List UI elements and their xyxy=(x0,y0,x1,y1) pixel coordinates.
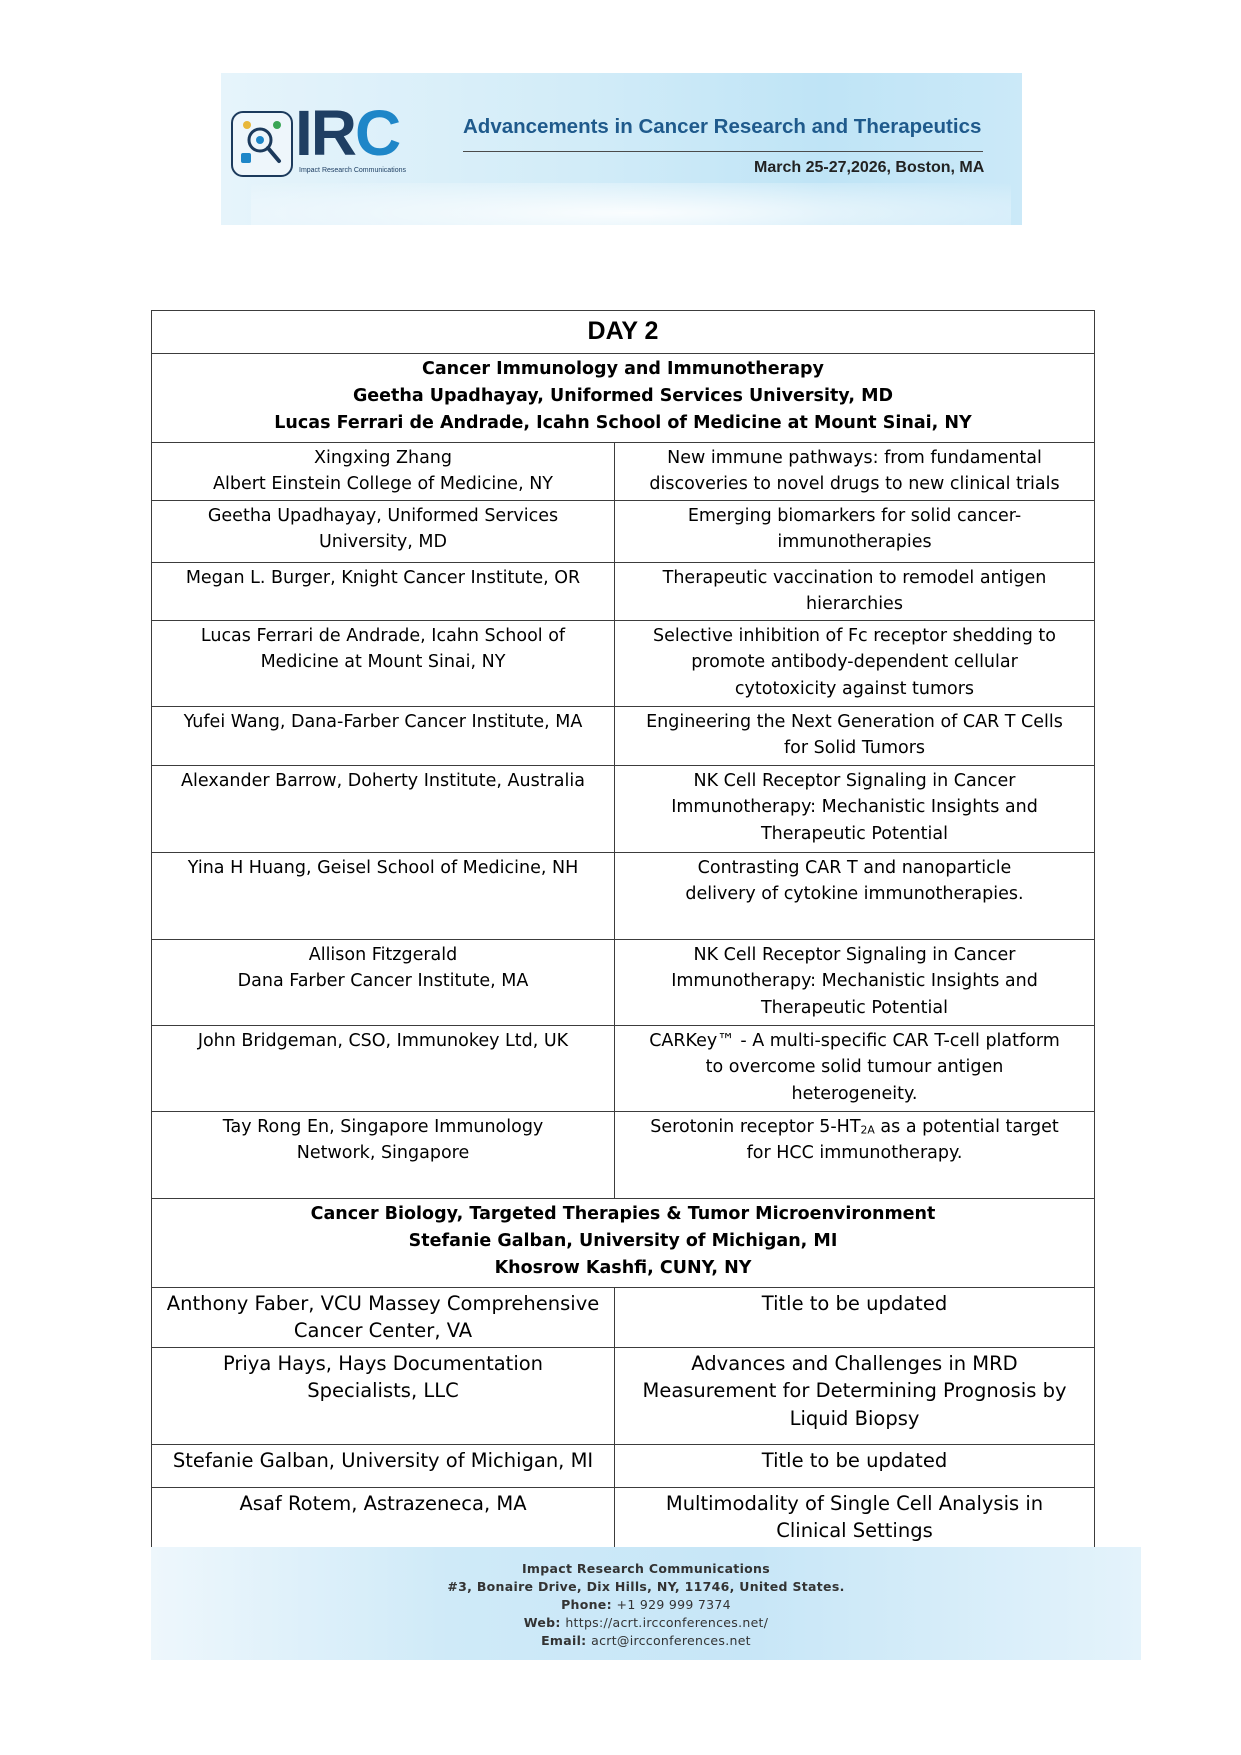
text-line: for HCC immunotherapy. xyxy=(746,1143,963,1164)
conference-date: March 25-27,2026, Boston, MA xyxy=(754,159,985,176)
text-line: Geetha Upadhayay, Uniformed Services xyxy=(207,506,559,526)
text-line: Xingxing Zhang xyxy=(313,448,453,468)
text-line: Contrasting CAR T and nanoparticle xyxy=(697,858,1012,878)
logo-wordmark: IRC xyxy=(295,97,400,169)
text-line: Cancer Biology, Targeted Therapies & Tumor Microenvironment xyxy=(310,1204,936,1224)
text-line: heterogeneity. xyxy=(791,1083,918,1104)
speaker-cell xyxy=(152,621,615,707)
logo-icon xyxy=(231,111,293,177)
header-banner xyxy=(221,73,1022,225)
table-row xyxy=(152,621,1095,707)
text-line: Selective inhibition of Fc receptor shedding to xyxy=(653,626,1056,646)
table-row xyxy=(152,853,1095,940)
text-line: Immunotherapy: Mechanistic Insights and xyxy=(671,797,1038,818)
footer-email: Email: acrt@ircconferences.net xyxy=(541,1633,751,1648)
text-line: hierarchies xyxy=(806,594,903,615)
talk-title-cell xyxy=(615,1445,1095,1488)
speaker-cell xyxy=(152,1488,615,1548)
text-line: Megan L. Burger, Knight Cancer Institute, OR xyxy=(185,568,581,588)
text-line: Stefanie Galban, University of Michigan, MI xyxy=(172,1449,594,1472)
text-line: Lucas Ferrari de Andrade, Icahn School of xyxy=(200,626,566,646)
talk-title-cell xyxy=(615,1488,1095,1548)
talk-title-cell xyxy=(615,707,1095,766)
speaker-cell xyxy=(152,1445,615,1488)
text-line: Emerging biomarkers for solid cancer- xyxy=(687,506,1022,526)
text-line: Liquid Biopsy xyxy=(789,1406,920,1430)
text-line: Advances and Challenges in MRD xyxy=(691,1352,1018,1375)
text-line: Anthony Faber, VCU Massey Comprehensive xyxy=(166,1292,600,1315)
text-line: cytotoxicity against tumors xyxy=(734,678,975,699)
footer-phone: Phone: +1 929 999 7374 xyxy=(561,1597,731,1612)
footer-company: Impact Research Communications xyxy=(521,1561,770,1576)
text-line: Khosrow Kashfi, CUNY, NY xyxy=(494,1258,752,1279)
text-line: Asaf Rotem, Astrazeneca, MA xyxy=(239,1492,527,1515)
footer-email-link[interactable]: acrt@ircconferences.net xyxy=(591,1633,751,1648)
footer-web-link[interactable]: https://acrt.ircconferences.net/ xyxy=(565,1615,769,1630)
text-line: immunotherapies xyxy=(777,532,932,553)
speaker-cell xyxy=(152,443,615,501)
talk-title-cell xyxy=(615,1112,1095,1199)
program-table xyxy=(151,310,1095,1548)
session-header-row xyxy=(152,1199,1095,1288)
title-divider xyxy=(463,151,983,152)
text-line: Multimodality of Single Cell Analysis in xyxy=(665,1492,1044,1515)
talk-title-cell xyxy=(615,853,1095,940)
text-line: NK Cell Receptor Signaling in Cancer xyxy=(693,771,1016,791)
text-line: Stefanie Galban, University of Michigan, MI xyxy=(408,1231,838,1252)
text-line: Immunotherapy: Mechanistic Insights and xyxy=(671,971,1038,992)
text-line: Lucas Ferrari de Andrade, Icahn School of Medicine at Mount Sinai, NY xyxy=(274,413,972,434)
text-line: New immune pathways: from fundamental xyxy=(667,448,1042,468)
text-line: Dana Farber Cancer Institute, MA xyxy=(237,971,529,992)
speaker-cell xyxy=(152,1112,615,1199)
speaker-cell xyxy=(152,501,615,563)
speaker-cell xyxy=(152,766,615,853)
text-line: delivery of cytokine immunotherapies. xyxy=(685,884,1024,905)
table-row xyxy=(152,1112,1095,1199)
conference-title: Advancements in Cancer Research and Therapeutics xyxy=(463,115,982,138)
text-line: Alexander Barrow, Doherty Institute, Australia xyxy=(181,771,585,791)
text-line: University, MD xyxy=(319,532,447,553)
text-line: to overcome solid tumour antigen xyxy=(705,1057,1004,1078)
table-row xyxy=(152,443,1095,501)
text-line: Cancer Center, VA xyxy=(293,1319,473,1343)
text-line: Clinical Settings xyxy=(776,1519,933,1543)
text-line: Measurement for Determining Prognosis by xyxy=(642,1379,1067,1403)
text-line: Title to be updated xyxy=(761,1449,948,1472)
day-row xyxy=(152,311,1095,354)
speaker-cell xyxy=(152,707,615,766)
session-header-row xyxy=(152,354,1095,443)
text-line: Engineering the Next Generation of CAR T Cells xyxy=(646,712,1063,732)
talk-title-cell xyxy=(615,443,1095,501)
logo-subtitle: Impact Research Communications xyxy=(299,167,406,174)
talk-title-cell xyxy=(615,563,1095,621)
table-row xyxy=(152,1488,1095,1548)
table-row xyxy=(152,940,1095,1026)
text-line: Therapeutic vaccination to remodel antigen xyxy=(662,568,1047,588)
footer-web: Web: https://acrt.ircconferences.net/ xyxy=(523,1615,769,1630)
footer-address: #3, Bonaire Drive, Dix Hills, NY, 11746, United States. xyxy=(447,1579,845,1594)
talk-title-cell xyxy=(615,1026,1095,1112)
speaker-cell xyxy=(152,1026,615,1112)
talk-subscript: 2A xyxy=(860,1123,875,1137)
text-line: Therapeutic Potential xyxy=(760,823,948,844)
text-line: Tay Rong En, Singapore Immunology xyxy=(222,1117,544,1137)
talk-title-cell xyxy=(615,621,1095,707)
text-line: Specialists, LLC xyxy=(307,1379,459,1403)
speaker-cell xyxy=(152,1288,615,1348)
text-line: Therapeutic Potential xyxy=(760,997,948,1018)
footer-banner xyxy=(151,1547,1141,1660)
table-row xyxy=(152,501,1095,563)
text-line: Yufei Wang, Dana-Farber Cancer Institute, MA xyxy=(183,712,583,732)
text-line: Title to be updated xyxy=(761,1292,948,1315)
talk-title-cell xyxy=(615,766,1095,853)
talk-title-cell xyxy=(615,1348,1095,1445)
talk-title-cell xyxy=(615,1288,1095,1348)
text-line: Geetha Upadhayay, Uniformed Services University, MD xyxy=(352,386,894,407)
text-line: Priya Hays, Hays Documentation xyxy=(222,1352,544,1375)
text-line xyxy=(619,1114,1090,1140)
text-line: Medicine at Mount Sinai, NY xyxy=(260,652,506,673)
text-line: promote antibody-dependent cellular xyxy=(691,652,1018,673)
speaker-cell xyxy=(152,940,615,1026)
table-row xyxy=(152,1445,1095,1488)
day-label: DAY 2 xyxy=(152,311,1095,354)
table-row xyxy=(152,1288,1095,1348)
text-line: NK Cell Receptor Signaling in Cancer xyxy=(693,945,1016,965)
talk-title-cell xyxy=(615,501,1095,563)
table-row xyxy=(152,563,1095,621)
table-row xyxy=(152,1026,1095,1112)
session-heading xyxy=(152,1199,1095,1288)
text-line: Allison Fitzgerald xyxy=(308,945,458,965)
talk-suffix: as a potential target xyxy=(874,1117,1059,1137)
banner-glow xyxy=(251,183,1011,225)
session-heading xyxy=(152,354,1095,443)
text-line: Albert Einstein College of Medicine, NY xyxy=(213,474,553,495)
talk-title-cell xyxy=(615,940,1095,1026)
text-line: John Bridgeman, CSO, Immunokey Ltd, UK xyxy=(197,1031,569,1051)
speaker-cell xyxy=(152,563,615,621)
text-line: Cancer Immunology and Immunotherapy xyxy=(422,359,824,379)
speaker-cell xyxy=(152,1348,615,1445)
talk-prefix: Serotonin receptor 5-HT xyxy=(650,1117,861,1137)
text-line: Network, Singapore xyxy=(296,1143,470,1164)
table-row xyxy=(152,766,1095,853)
text-line: CARKey™ - A multi-specific CAR T-cell platform xyxy=(649,1031,1060,1051)
text-line: for Solid Tumors xyxy=(783,738,926,759)
text-line: Yina H Huang, Geisel School of Medicine, NH xyxy=(187,858,579,878)
speaker-cell xyxy=(152,853,615,940)
table-row xyxy=(152,1348,1095,1445)
text-line: discoveries to novel drugs to new clinical trials xyxy=(649,474,1060,495)
table-row xyxy=(152,707,1095,766)
